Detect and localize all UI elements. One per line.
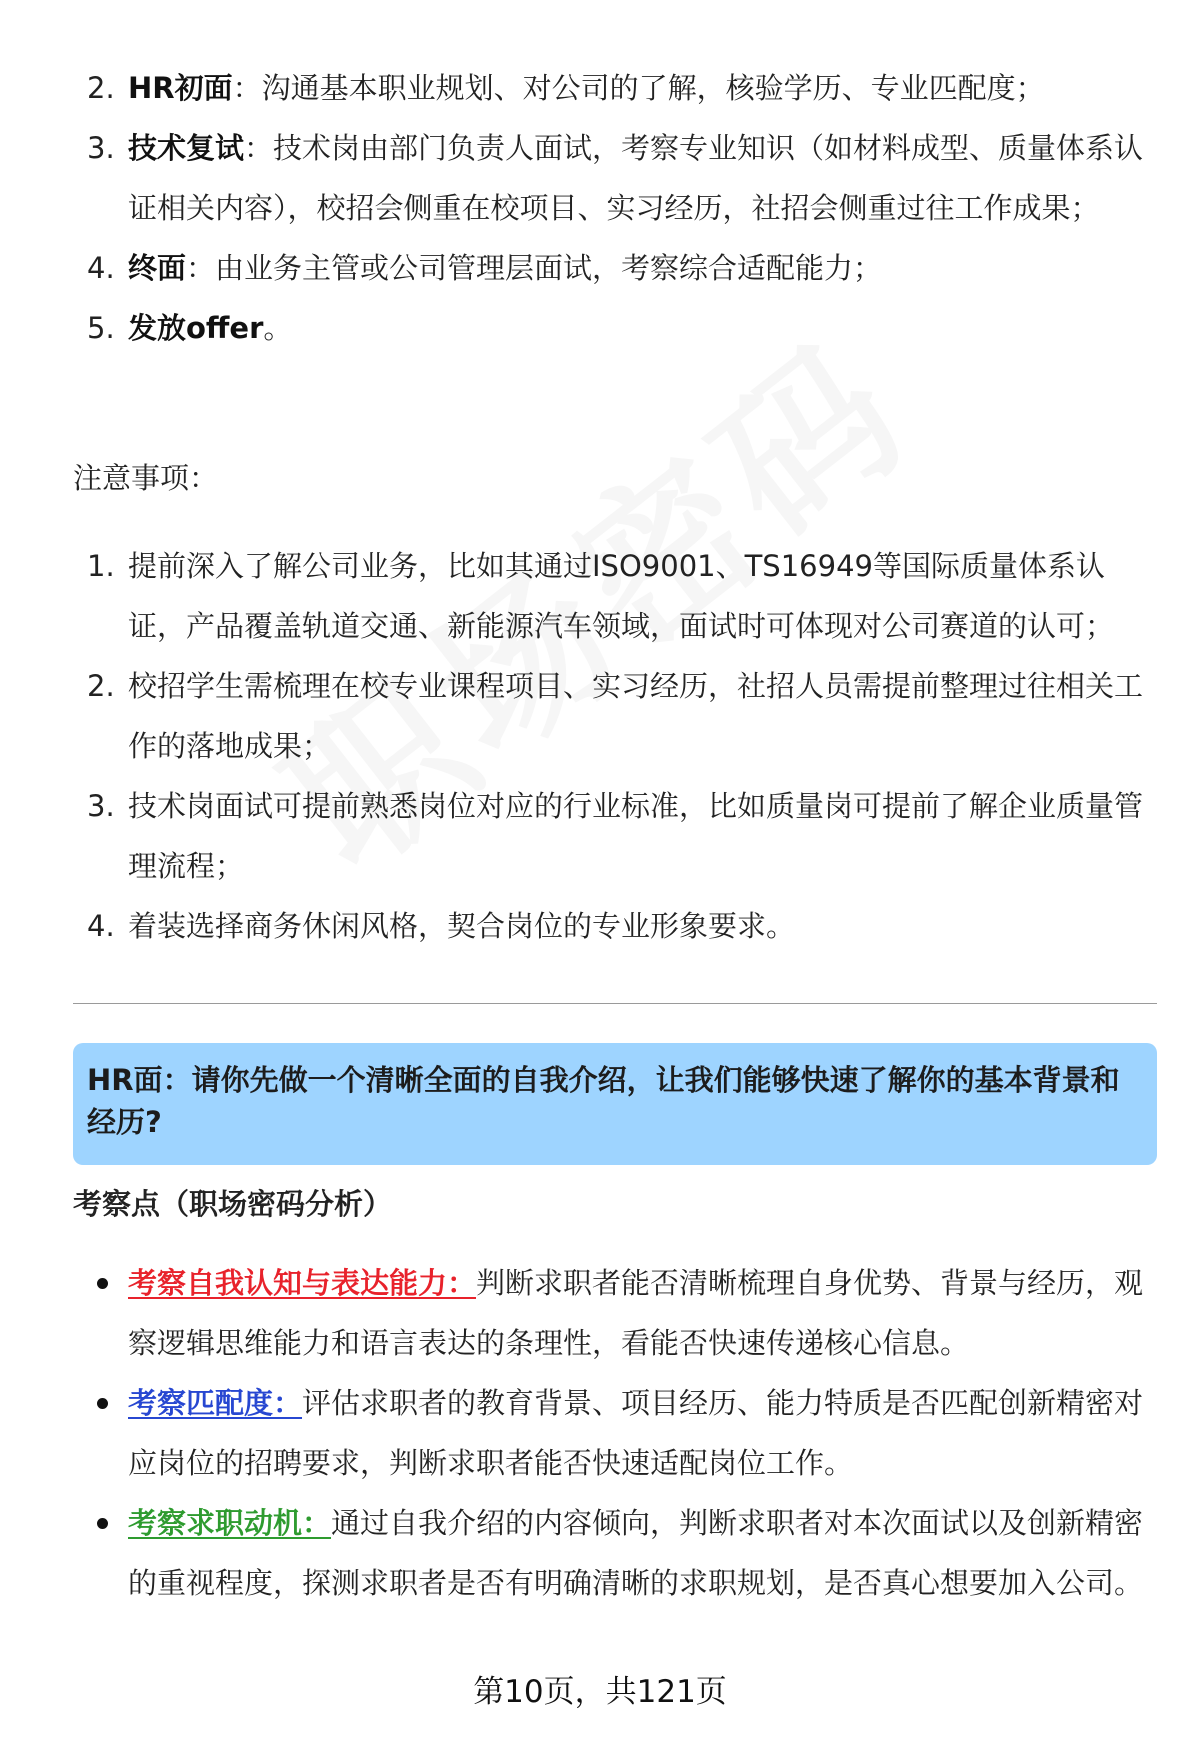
analysis-label: 考察匹配度：	[128, 1386, 303, 1420]
list-item-text: 提前深入了解公司业务，比如其通过ISO9001、TS16949等国际质量体系认证，产品覆盖轨道交通、新能源汽车领域，面试时可体现对公司赛道的认可；	[128, 549, 1115, 643]
list-number: 4.	[87, 909, 115, 943]
page-footer: 第10页，共121页	[473, 1674, 727, 1710]
list-item-text: 由业务主管或公司管理层面试，考察综合适配能力；	[215, 251, 883, 285]
list-item-text: 技术岗由部门负责人面试，考察专业知识（如材料成型、质量体系认证相关内容），校招会侧重在校项目、实习经历，社招会侧重过往工作成果；	[128, 131, 1144, 225]
bullet-dot	[97, 1398, 108, 1409]
list-item-separator: ：	[244, 131, 274, 165]
list-item-title: 发放offer	[128, 311, 264, 345]
notes-list	[73, 536, 1153, 956]
list-number: 1.	[87, 549, 115, 583]
list-item-text: 沟通基本职业规划、对公司的了解，核验学历、专业匹配度；	[261, 71, 1045, 105]
list-item-text: 技术岗面试可提前熟悉岗位对应的行业标准，比如质量岗可提前了解企业质量管理流程；	[128, 789, 1144, 883]
analysis-item	[73, 1253, 1153, 1373]
list-item-text: 着装选择商务休闲风格，契合岗位的专业形象要求。	[128, 909, 796, 943]
list-item	[73, 536, 1153, 656]
analysis-label: 考察求职动机：	[128, 1506, 332, 1540]
analysis-item	[73, 1493, 1153, 1613]
list-item-title: 终面	[128, 251, 187, 285]
analysis-label: 考察自我认知与表达能力：	[128, 1266, 477, 1300]
list-item-title: 技术复试	[128, 131, 245, 165]
bullet-dot	[97, 1278, 108, 1289]
list-item-separator: ：	[186, 251, 216, 285]
list-number: 5.	[87, 311, 115, 345]
bullet-dot	[97, 1518, 108, 1529]
analysis-text: 评估求职者的教育背景、项目经历、能力特质是否匹配创新精密对应岗位的招聘要求，判断求职者能否快速适配岗位工作。	[128, 1386, 1144, 1480]
list-item	[73, 58, 1153, 118]
list-number: 4.	[87, 251, 115, 285]
list-number: 2.	[87, 669, 115, 703]
section-divider	[73, 1003, 1157, 1004]
list-item-text: 。	[263, 311, 293, 345]
list-item	[73, 776, 1153, 896]
list-item	[73, 298, 1153, 358]
analysis-text: 判断求职者能否清晰梳理自身优势、背景与经历，观察逻辑思维能力和语言表达的条理性，看能否快速传递核心信息。	[128, 1266, 1144, 1360]
list-item	[73, 118, 1153, 238]
analysis-text: 通过自我介绍的内容倾向，判断求职者对本次面试以及创新精密的重视程度，探测求职者是否有明确清晰的求职规划，是否真心想要加入公司。	[128, 1506, 1144, 1600]
list-item	[73, 238, 1153, 298]
list-item	[73, 896, 1153, 956]
list-item-text: 校招学生需梳理在校专业课程项目、实习经历，社招人员需提前整理过往相关工作的落地成果；	[128, 669, 1144, 763]
process-list	[73, 58, 1153, 358]
list-number: 3.	[87, 131, 115, 165]
list-number: 3.	[87, 789, 115, 823]
notes-title: 注意事项：	[73, 461, 219, 495]
question-callout	[73, 1043, 1157, 1165]
list-item	[73, 656, 1153, 776]
analysis-list	[73, 1253, 1153, 1613]
list-number: 2.	[87, 71, 115, 105]
list-item-separator: ：	[232, 71, 262, 105]
question-text: HR面：请你先做一个清晰全面的自我介绍，让我们能够快速了解你的基本背景和经历?	[87, 1063, 1120, 1139]
analysis-item	[73, 1373, 1153, 1493]
list-item-title: HR初面	[128, 71, 233, 105]
analysis-title: 考察点（职场密码分析）	[73, 1187, 393, 1221]
